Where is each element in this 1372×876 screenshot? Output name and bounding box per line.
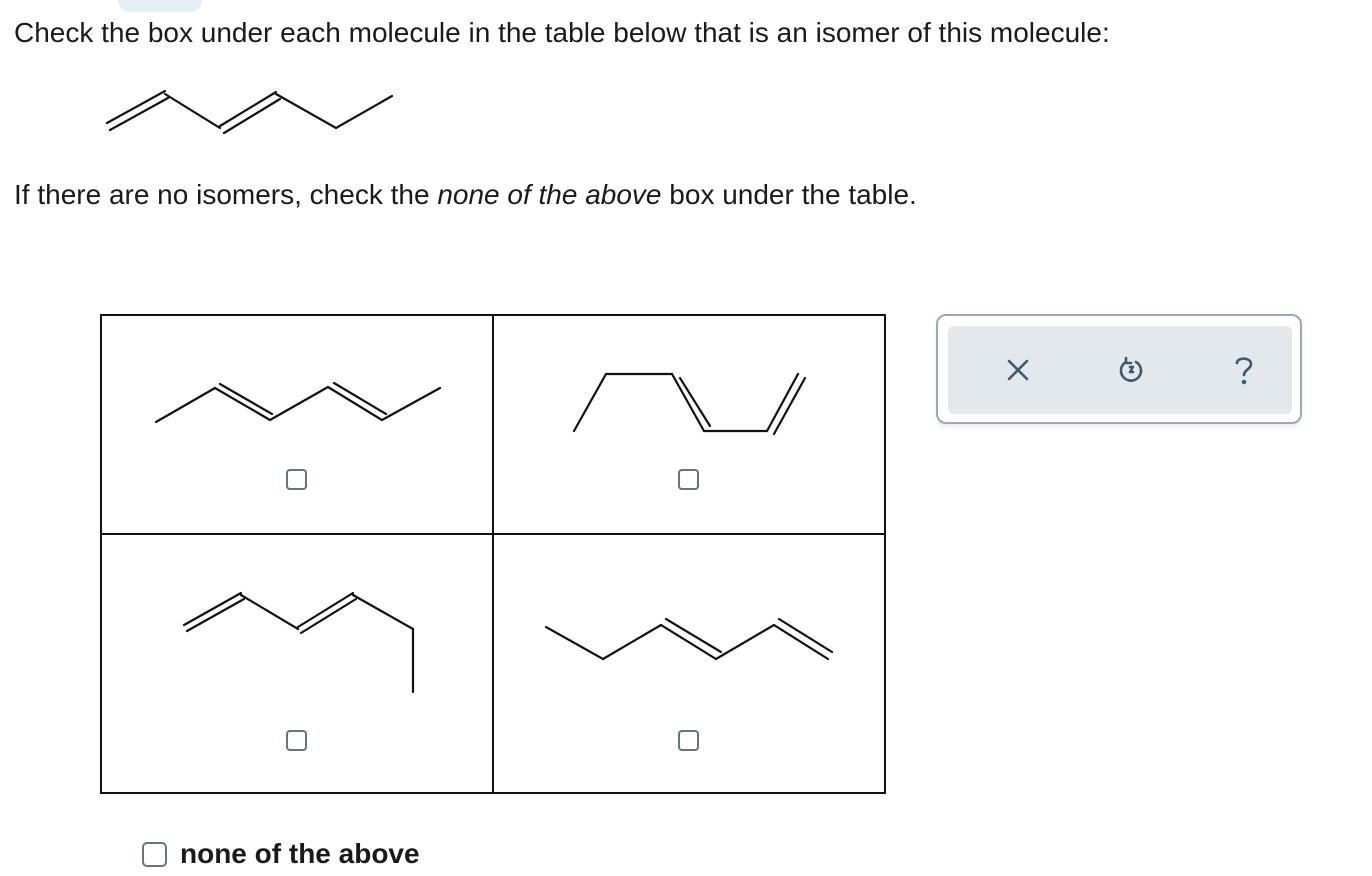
option-cell-4 bbox=[493, 534, 885, 793]
close-icon bbox=[1006, 358, 1030, 382]
answer-tools-toolbar bbox=[948, 326, 1292, 414]
instruction-emphasis: none of the above bbox=[437, 179, 662, 210]
none-of-the-above-label: none of the above bbox=[180, 838, 420, 869]
answer-tools-panel bbox=[936, 314, 1302, 424]
option-checkbox-4[interactable] bbox=[678, 730, 699, 751]
option-checkbox-1[interactable] bbox=[286, 469, 307, 490]
undo-button[interactable] bbox=[1111, 350, 1151, 390]
none-of-the-above-option[interactable] bbox=[142, 838, 420, 870]
option-cell-1 bbox=[101, 315, 493, 534]
no-isomer-instruction bbox=[14, 178, 917, 212]
option-molecule-4 bbox=[494, 535, 886, 792]
help-icon bbox=[1232, 355, 1256, 385]
option-cell-2 bbox=[493, 315, 885, 534]
instruction-text-end: box under the table. bbox=[661, 179, 917, 210]
option-molecule-2 bbox=[494, 316, 886, 533]
option-cell-3 bbox=[101, 534, 493, 793]
clear-button[interactable] bbox=[998, 350, 1038, 390]
undo-icon bbox=[1118, 357, 1144, 383]
reference-molecule bbox=[0, 0, 420, 150]
option-checkbox-3[interactable] bbox=[286, 730, 307, 751]
option-molecule-1 bbox=[102, 316, 494, 533]
none-of-the-above-checkbox[interactable] bbox=[142, 842, 167, 867]
option-checkbox-2[interactable] bbox=[678, 469, 699, 490]
molecule-options-table bbox=[100, 314, 886, 794]
help-button[interactable] bbox=[1224, 350, 1264, 390]
option-molecule-3 bbox=[102, 535, 494, 792]
question-prompt-text: Check the box under each molecule in the table below that is an isomer of this molecule: bbox=[14, 17, 1110, 48]
instruction-text-start: If there are no isomers, check the bbox=[14, 179, 438, 210]
